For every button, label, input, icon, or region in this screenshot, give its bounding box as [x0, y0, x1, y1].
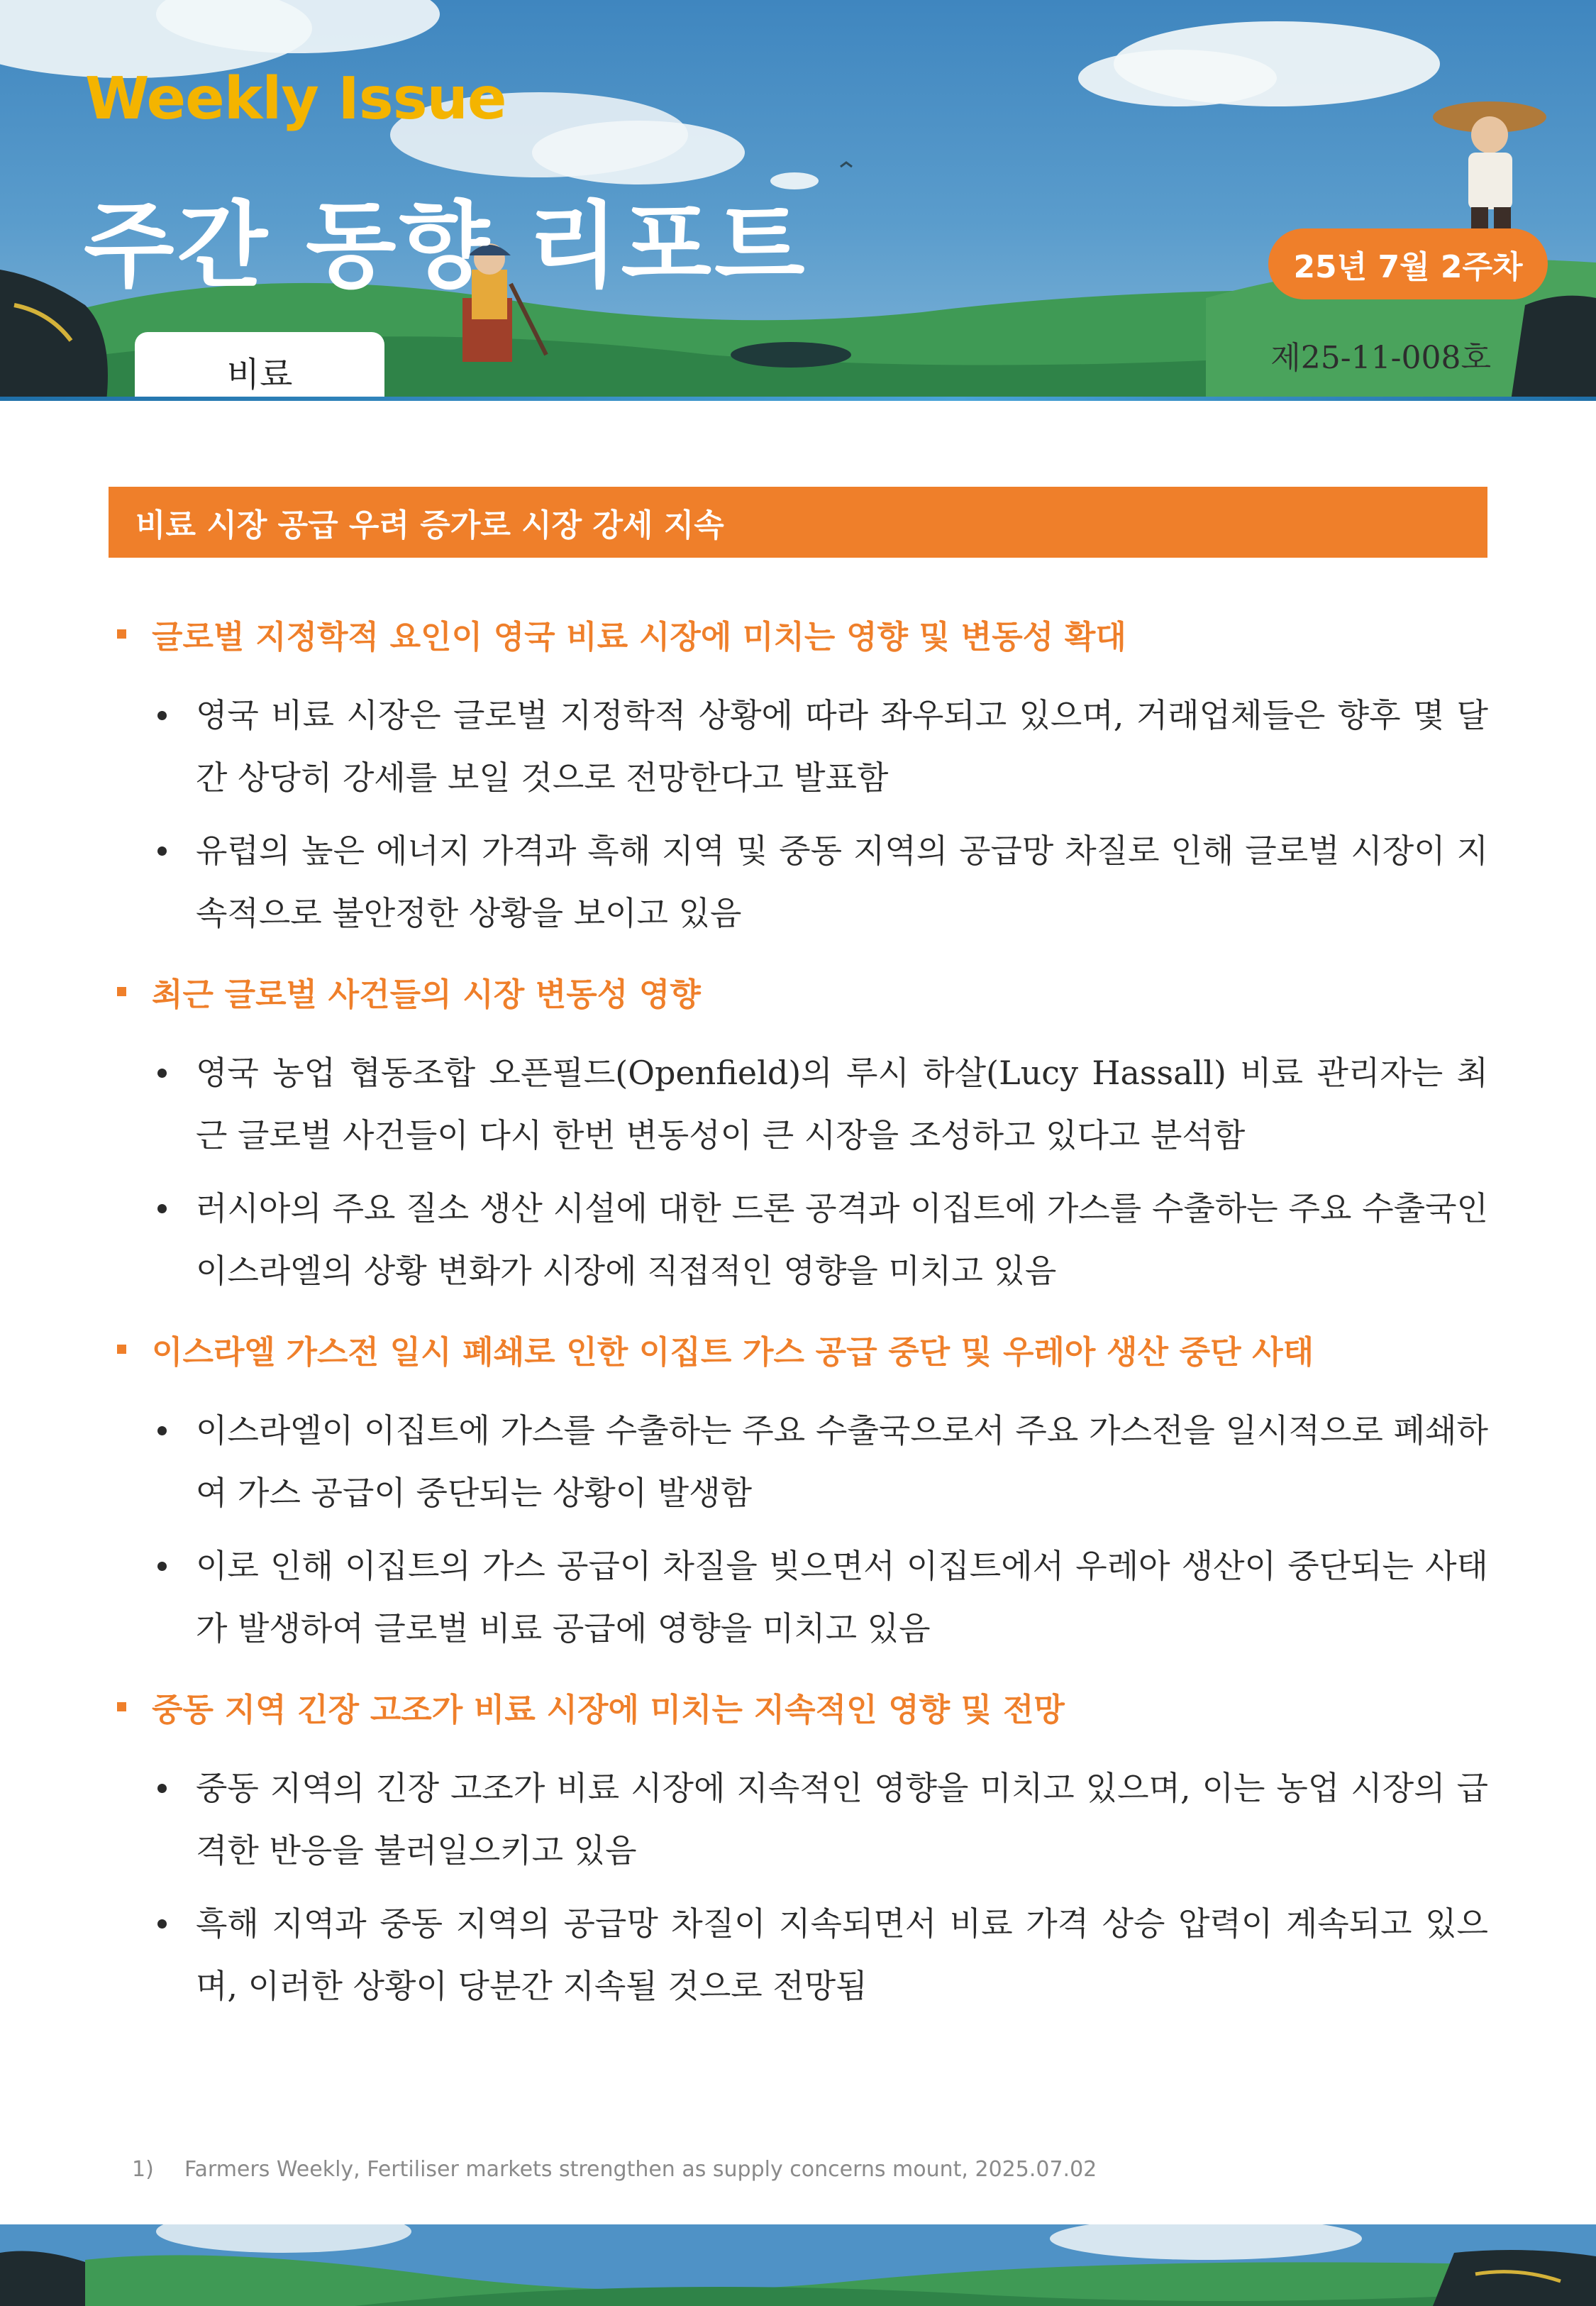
list-item: [155, 1892, 1488, 2017]
date-badge: 25년 7월 2주차: [1268, 228, 1548, 299]
farmer-illustration: [1433, 101, 1546, 239]
section-heading-text: 이스라엘 가스전 일시 폐쇄로 인한 이집트 가스 공급 중단 및 우레아 생산 중단 사태: [152, 1333, 1314, 1371]
weekly-issue-label: Weekly Issue: [85, 65, 506, 133]
section-heading: [117, 1324, 1314, 1374]
list-item: [155, 820, 1488, 944]
page-title: 주간 동향 리포트: [84, 192, 808, 301]
list-item-text: 러시아의 주요 질소 생산 시설에 대한 드론 공격과 이집트에 가스를 수출하는 주요 수출국인 이스라엘의 상황 변화가 시장에 직접적인 영향을 미치고 있음: [196, 1189, 1488, 1290]
list-item: [155, 1535, 1488, 1660]
footer-art: [0, 2224, 1596, 2306]
list-item-text: 영국 비료 시장은 글로벌 지정학적 상황에 따라 좌우되고 있으며, 거래업체들은 향후 몇 달간 상당히 강세를 보일 것으로 전망한다고 발표함: [196, 696, 1488, 797]
square-bullet-icon: [117, 629, 126, 639]
section-heading-text: 최근 글로벌 사건들의 시장 변동성 영향: [152, 975, 701, 1013]
list-item: [155, 1177, 1488, 1302]
section-heading-text: 중동 지역 긴장 고조가 비료 시장에 미치는 지속적인 영향 및 전망: [152, 1690, 1065, 1728]
issue-number: 제25-11-008호: [1270, 340, 1491, 376]
list-item-text: 중동 지역의 긴장 고조가 비료 시장에 지속적인 영향을 미치고 있으며, 이는 농업 시장의 급격한 반응을 불러일으키고 있음: [196, 1769, 1488, 1870]
footnote-number: 1): [132, 2157, 154, 2182]
list-item: [155, 1042, 1488, 1166]
section-heading-text: 글로벌 지정학적 요인이 영국 비료 시장에 미치는 영향 및 변동성 확대: [152, 617, 1126, 656]
category-tab[interactable]: 비료: [135, 332, 384, 401]
header-divider: [0, 397, 1596, 401]
section-heading: [117, 1682, 1065, 1731]
section-heading: [117, 609, 1126, 658]
square-bullet-icon: [117, 1702, 126, 1711]
list-item: [155, 1399, 1488, 1524]
section-banner: 비료 시장 공급 우려 증가로 시장 강세 지속: [109, 487, 1487, 558]
header-banner: [0, 0, 1596, 401]
list-item-text: 흑해 지역과 중동 지역의 공급망 차질이 지속되면서 비료 가격 상승 압력이 계속되고 있으며, 이러한 상황이 당분간 지속될 것으로 전망됨: [196, 1904, 1488, 2005]
list-item-text: 이로 인해 이집트의 가스 공급이 차질을 빚으면서 이집트에서 우레아 생산이 중단되는 사태가 발생하여 글로벌 비료 공급에 영향을 미치고 있음: [196, 1547, 1488, 1648]
list-item-text: 유럽의 높은 에너지 가격과 흑해 지역 및 중동 지역의 공급망 차질로 인해 글로벌 시장이 지속적으로 불안정한 상황을 보이고 있음: [196, 832, 1488, 932]
footer-illustration: [0, 2224, 1596, 2306]
footnote-text: Farmers Weekly, Fertiliser markets strengthen as supply concerns mount, 2025.07.02: [184, 2157, 1097, 2182]
list-item-text: 영국 농업 협동조합 오픈필드(Openfield)의 루시 하살(Lucy Hassall) 비료 관리자는 최근 글로벌 사건들이 다시 한번 변동성이 큰 시장을 조성하고 있다고 분석함: [196, 1054, 1488, 1154]
square-bullet-icon: [117, 1345, 126, 1354]
footnote: [132, 2157, 1097, 2182]
list-item: [155, 1757, 1488, 1882]
list-item: [155, 684, 1488, 809]
section-heading: [117, 966, 701, 1016]
list-item-text: 이스라엘이 이집트에 가스를 수출하는 주요 수출국으로서 주요 가스전을 일시적으로 폐쇄하여 가스 공급이 중단되는 상황이 발생함: [196, 1411, 1488, 1512]
square-bullet-icon: [117, 987, 126, 996]
